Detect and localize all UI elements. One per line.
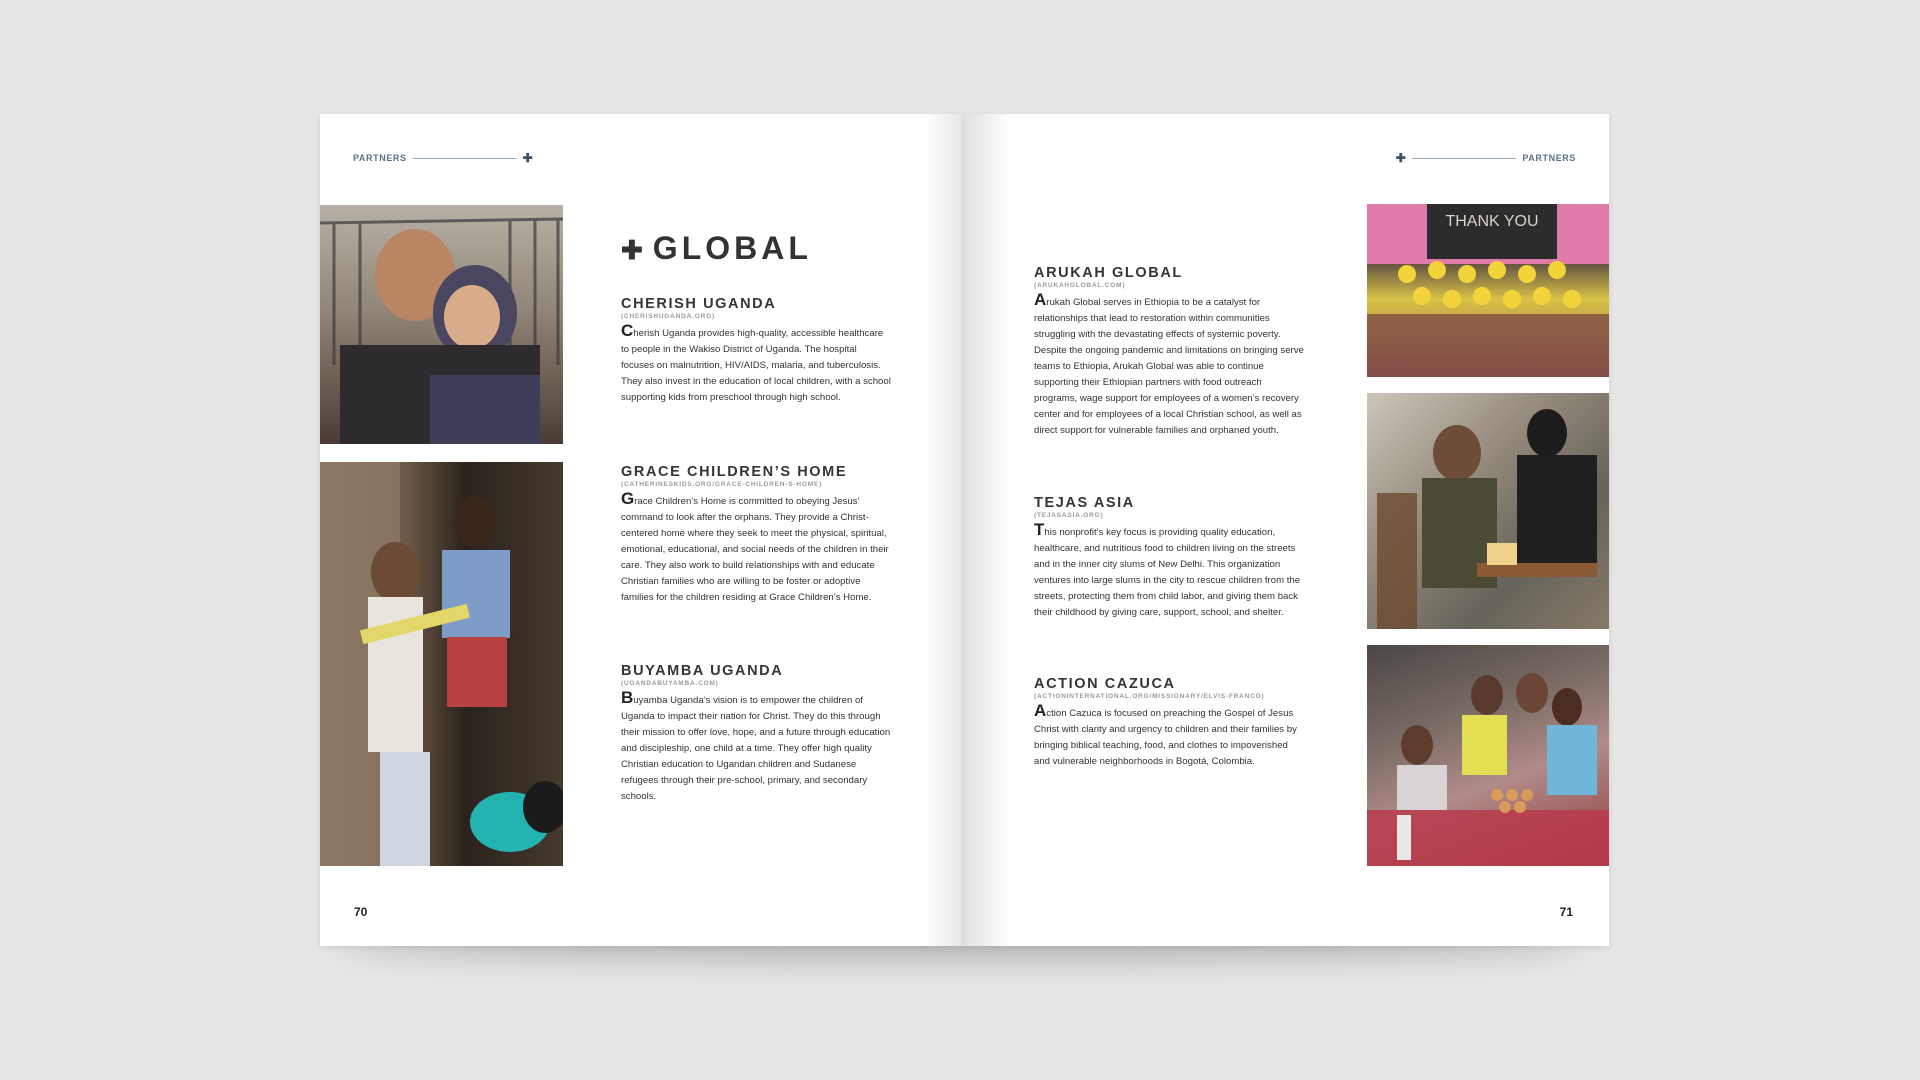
entry-cherish-uganda xyxy=(621,296,891,406)
drop-cap: B xyxy=(621,688,634,707)
page-number-left: 70 xyxy=(354,905,368,919)
photo-two-men-table xyxy=(1367,393,1609,629)
entry-tejas-asia xyxy=(1034,495,1306,621)
drop-cap: T xyxy=(1034,520,1045,539)
entry-buyamba-uganda xyxy=(621,663,891,805)
running-head-rule xyxy=(1412,158,1516,159)
right-page xyxy=(964,114,1609,946)
entry-url: (ACTIONINTERNATIONAL.ORG/MISSIONARY/ELVIS-FRANCO) xyxy=(1034,693,1265,700)
entry-text: uyamba Uganda’s vision is to empower the children of Uganda to impact their nation for Christ. They do this through their mission to offer love, hope, and a future through education and discipleship, one child at a time. They offer high quality Christian education to Ugandan children and Sudanese refugees through their pre-school, primary, and secondary schools. xyxy=(621,695,891,802)
entry-text: his nonprofit’s key focus is providing quality education, healthcare, and nutritious food to children living on the streets and in the inner city slums of New Delhi. This organization ventures into large slums in the city to rescue children from the streets, protecting them from child labor, and giving them back their childhood by giving care, support, school, and shelter. xyxy=(1034,527,1301,618)
entry-text: rukah Global serves in Ethiopia to be a catalyst for relationships that lead to restoration within communities struggling with the devastating effects of systemic poverty. Despite the ongoing pandemic and limitations on bringing serve teams to Ethiopia, Arukah Global was able to continue supporting their Ethiopian partners with food outreach programs, wage support for employees of a women’s recovery center and for employees of a local Christian school, as well as direct support for vulnerable families and orphaned youth. xyxy=(1034,297,1304,436)
gutter-shadow-right xyxy=(964,114,1009,946)
entry-arukah-global xyxy=(1034,265,1304,439)
section-title xyxy=(621,230,812,267)
entry-body xyxy=(1034,520,1306,621)
drop-cap: G xyxy=(621,489,635,508)
entry-heading: GRACE CHILDREN’S HOME xyxy=(621,464,848,480)
entry-body xyxy=(621,321,891,406)
photo-two-children-doorway xyxy=(320,462,563,866)
entry-text: ction Cazuca is focused on preaching the Gospel of Jesus Christ with clarity and urgency to children and their families by bringing biblical teaching, food, and clothes to impoverished and vulnerable neighborhoods in Bogotá, Colombia. xyxy=(1034,708,1297,767)
photo-thank-you-classroom xyxy=(1367,204,1609,377)
running-head-left xyxy=(353,152,533,164)
entry-url: (UGANDABUYAMBA.COM) xyxy=(621,680,719,687)
entry-text: herish Uganda provides high-quality, accessible healthcare to people in the Wakiso District of Uganda. The hospital focuses on malnutrition, HIV/AIDS, malaria, and tuberculosis. They also invest in the education of local children, with a school supporting kids from preschool through high school. xyxy=(621,328,891,403)
entry-body xyxy=(621,688,891,805)
plus-icon: ✚ xyxy=(621,235,647,265)
entry-action-cazuca xyxy=(1034,676,1304,770)
left-page xyxy=(320,114,964,946)
entry-heading: BUYAMBA UGANDA xyxy=(621,663,784,679)
entry-heading: CHERISH UGANDA xyxy=(621,296,777,312)
drop-cap: A xyxy=(1034,701,1047,720)
plus-icon: ✚ xyxy=(522,151,534,165)
running-head-rule xyxy=(413,158,517,159)
plus-icon: ✚ xyxy=(1395,151,1407,165)
page-number-right: 71 xyxy=(1559,905,1573,919)
gutter-shadow-left xyxy=(924,114,964,946)
entry-body xyxy=(1034,701,1304,770)
running-head-label: PARTNERS xyxy=(1522,153,1576,163)
entry-heading: TEJAS ASIA xyxy=(1034,495,1135,511)
running-head-right xyxy=(1396,152,1576,164)
entry-heading: ACTION CAZUCA xyxy=(1034,676,1176,692)
photo-family-food-table xyxy=(1367,645,1609,866)
entry-body xyxy=(621,489,891,606)
entry-url: (CHERISHUGANDA.ORG) xyxy=(621,313,715,320)
entry-url: (TEJASASIA.ORG) xyxy=(1034,512,1104,519)
entry-body xyxy=(1034,290,1304,439)
photo-two-boys xyxy=(320,205,563,444)
entry-grace-childrens-home xyxy=(621,464,891,606)
drop-cap: C xyxy=(621,321,634,340)
entry-heading: ARUKAH GLOBAL xyxy=(1034,265,1183,281)
banner-text: THANK YOU xyxy=(1445,213,1539,230)
drop-cap: A xyxy=(1034,290,1047,309)
entry-url: (ARUKAHGLOBAL.COM) xyxy=(1034,282,1126,289)
entry-url: (CATHERINESKIDS.ORG/GRACE-CHILDREN-S-HOME) xyxy=(621,481,823,488)
running-head-label: PARTNERS xyxy=(353,153,407,163)
entry-text: race Children’s Home is committed to obeying Jesus’ command to look after the orphans. They provide a Christ-centered home where they seek to meet the physical, spiritual, emotional, educational, and social needs of the children in their care. They also work to build relationships with and educate Christian families who are willing to be foster or adoptive families for the children residing at Grace Children’s Home. xyxy=(621,496,889,603)
section-title-text: GLOBAL xyxy=(652,230,812,266)
